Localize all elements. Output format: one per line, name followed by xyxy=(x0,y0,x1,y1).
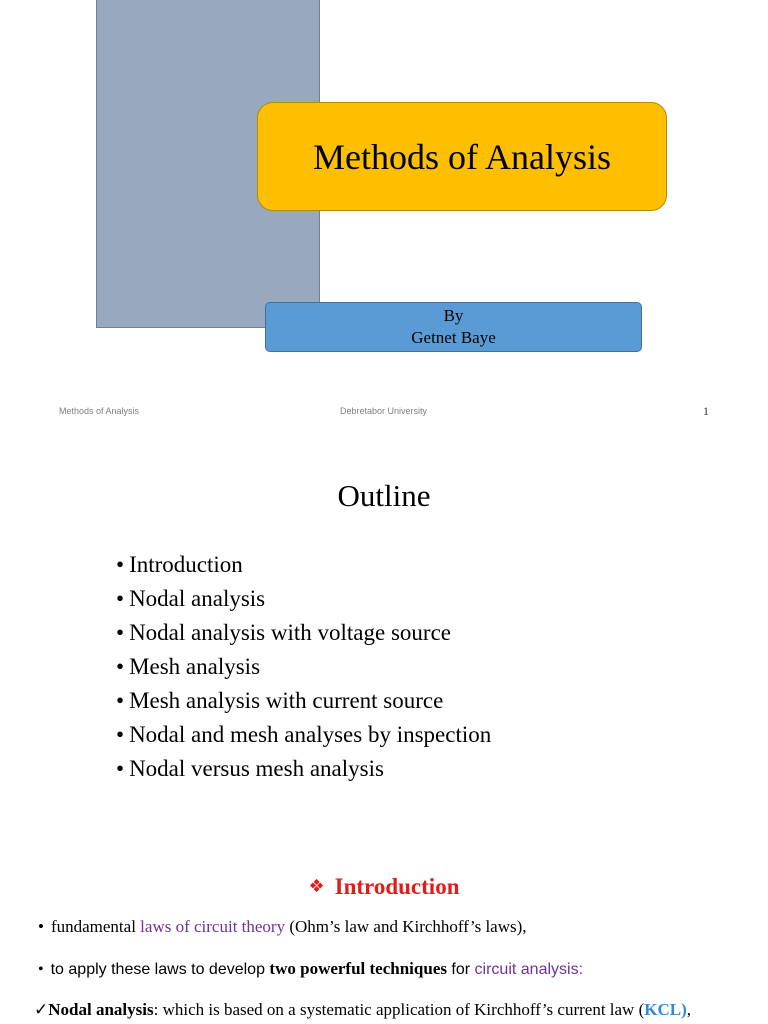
footer-title: Methods of Analysis xyxy=(59,406,140,416)
bold-nodal-analysis: Nodal analysis xyxy=(48,1000,154,1019)
outline-item: • Introduction xyxy=(116,548,491,582)
bullet-symbol: • xyxy=(38,917,44,936)
outline-item: • Mesh analysis with current source xyxy=(116,684,491,718)
title-slide xyxy=(0,0,768,430)
bullet-text: fundamental xyxy=(50,917,141,936)
bold-techniques: two powerful techniques xyxy=(269,959,447,978)
bullet-symbol: • xyxy=(38,961,44,978)
author-name: Getnet Baye xyxy=(411,328,496,347)
bullet-text: (Ohm’s law and Kirchhoff’s laws), xyxy=(285,917,527,936)
author-box xyxy=(265,302,642,352)
introduction-heading xyxy=(0,874,768,900)
bullet-text: for xyxy=(446,961,475,978)
outline-item: • Nodal analysis with voltage source xyxy=(116,616,491,650)
highlight-laws: laws of circuit theory xyxy=(140,917,286,936)
bullet-text: , xyxy=(686,1000,691,1019)
outline-title: Outline xyxy=(337,478,431,513)
outline-item: • Nodal analysis xyxy=(116,582,491,616)
outline-slide xyxy=(0,456,768,816)
bullet-text: to apply these laws to develop xyxy=(50,961,270,978)
outline-item: • Mesh analysis xyxy=(116,650,491,684)
bullet-nodal xyxy=(34,1000,691,1020)
page-number: 1 xyxy=(703,404,709,418)
outline-list xyxy=(116,548,491,786)
checkmark-icon: ✓ xyxy=(34,1000,49,1019)
introduction-title: Introduction xyxy=(334,874,460,899)
diamond-bullet-icon: ❖ xyxy=(308,876,325,897)
by-label: By xyxy=(443,306,464,325)
bullet-text: : which is based on a systematic application of Kirchhoff’s current law ( xyxy=(153,1000,645,1019)
slide-title: Methods of Analysis xyxy=(312,136,611,177)
bullet-techniques xyxy=(38,959,583,979)
bullet-laws xyxy=(38,917,527,937)
highlight-circuit-analysis: circuit analysis: xyxy=(474,961,584,978)
footer-university: Debretabor University xyxy=(340,406,428,416)
introduction-slide xyxy=(0,860,768,1024)
title-box xyxy=(257,102,667,211)
outline-item: • Nodal and mesh analyses by inspection xyxy=(116,718,491,752)
highlight-kcl: KCL) xyxy=(644,1000,687,1019)
outline-item: • Nodal versus mesh analysis xyxy=(116,752,491,786)
